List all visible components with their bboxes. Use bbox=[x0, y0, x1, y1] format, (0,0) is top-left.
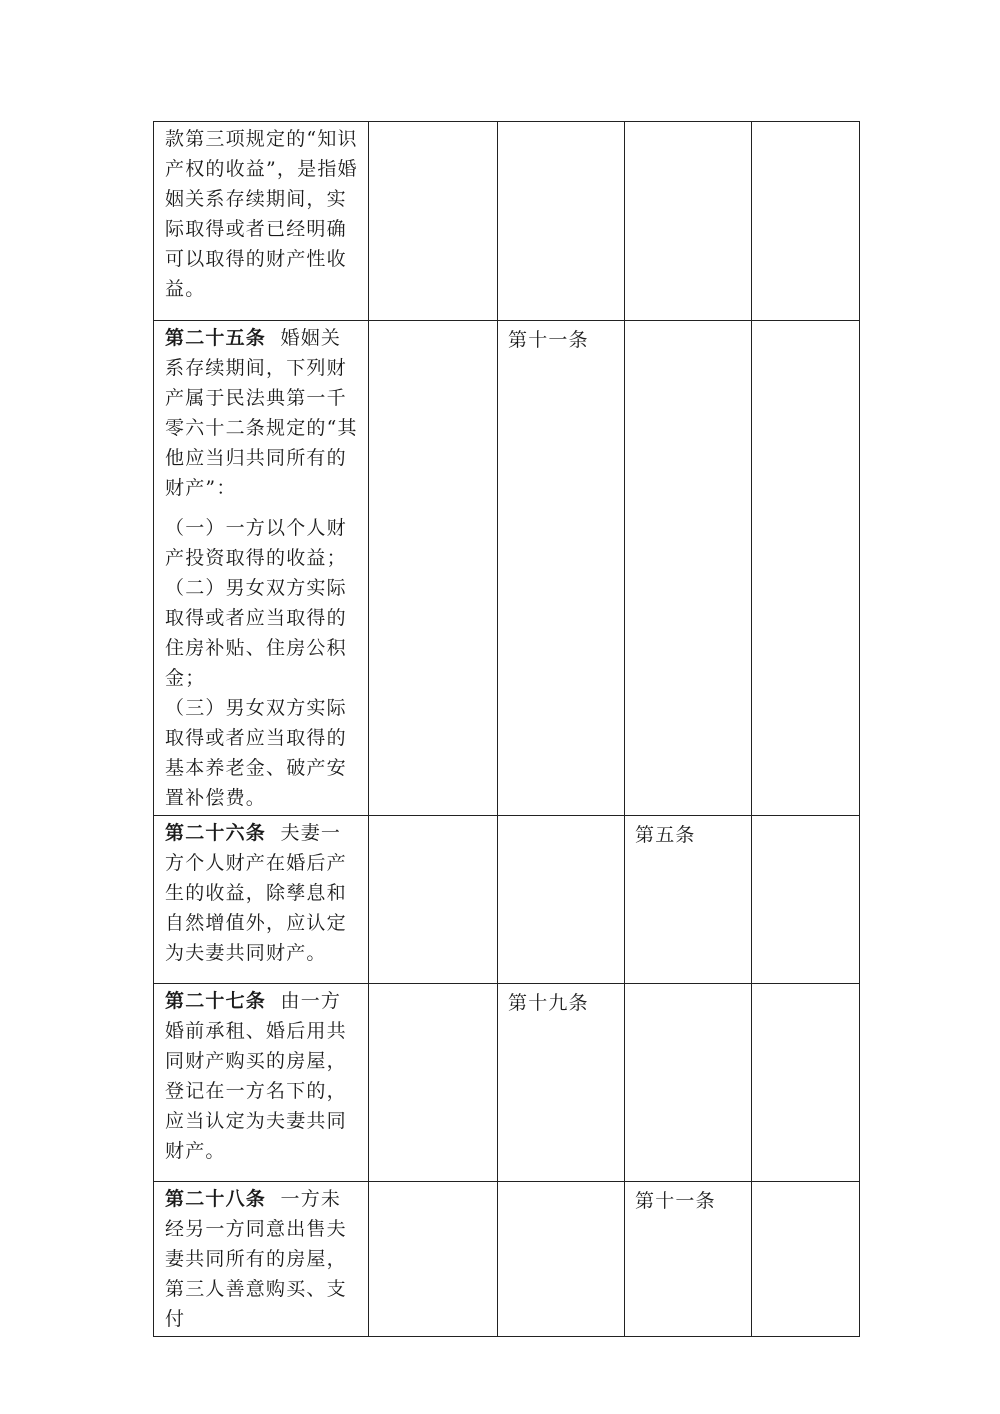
table-cell bbox=[752, 1182, 860, 1337]
article-paragraph bbox=[165, 986, 358, 1166]
table-cell bbox=[498, 1182, 625, 1337]
reference-text bbox=[752, 321, 859, 325]
reference-text bbox=[752, 122, 859, 126]
reference-text bbox=[625, 984, 751, 988]
table-cell bbox=[625, 1182, 752, 1337]
table-cell bbox=[625, 321, 752, 816]
table-cell bbox=[625, 816, 752, 984]
table-cell bbox=[369, 1182, 498, 1337]
reference-text bbox=[369, 122, 497, 126]
table-cell bbox=[752, 321, 860, 816]
reference-text bbox=[498, 816, 624, 820]
article-paragraph bbox=[165, 323, 358, 503]
table-row bbox=[154, 321, 860, 816]
reference-text bbox=[498, 1182, 624, 1186]
reference-text bbox=[752, 984, 859, 988]
table-cell bbox=[154, 816, 369, 984]
reference-text: 第五条 bbox=[635, 824, 696, 846]
table-row bbox=[154, 1182, 860, 1337]
reference-text bbox=[369, 1182, 497, 1186]
reference-text bbox=[369, 984, 497, 988]
table-cell bbox=[369, 816, 498, 984]
reference-text bbox=[498, 122, 624, 126]
table-row bbox=[154, 984, 860, 1182]
table-cell bbox=[498, 984, 625, 1182]
table-cell bbox=[498, 122, 625, 321]
article-number: 第二十七条 bbox=[165, 990, 267, 1012]
article-body: 婚姻关系存续期间，下列财产属于民法典第一千零六十二条规定的“其他应当归共同所有的财产”： bbox=[165, 327, 358, 499]
table-cell bbox=[752, 816, 860, 984]
table-cell bbox=[498, 321, 625, 816]
article-number: 第二十八条 bbox=[165, 1188, 267, 1210]
article-number: 第二十五条 bbox=[165, 327, 267, 349]
table-cell bbox=[369, 321, 498, 816]
article-text bbox=[154, 321, 368, 815]
article-item: （一）一方以个人财产投资取得的收益； bbox=[165, 517, 347, 569]
reference-text: 第十九条 bbox=[508, 992, 589, 1014]
article-paragraph bbox=[165, 1184, 358, 1334]
reference-text bbox=[752, 1182, 859, 1186]
reference-text bbox=[625, 321, 751, 325]
article-body: 一方未经另一方同意出售夫妻共同所有的房屋，第三人善意购买、支付 bbox=[165, 1188, 347, 1330]
article-text bbox=[154, 1182, 368, 1336]
reference-text: 第十一条 bbox=[508, 329, 589, 351]
table-cell bbox=[752, 984, 860, 1182]
reference-text: 第十一条 bbox=[635, 1190, 716, 1212]
table-row bbox=[154, 816, 860, 984]
table-cell bbox=[498, 816, 625, 984]
article-text bbox=[154, 816, 368, 970]
table-cell bbox=[752, 122, 860, 321]
table-cell bbox=[154, 1182, 369, 1337]
table-row bbox=[154, 122, 860, 321]
table-cell bbox=[154, 984, 369, 1182]
table-cell bbox=[154, 122, 369, 321]
table-cell bbox=[154, 321, 369, 816]
article-body: 由一方婚前承租、婚后用共同财产购买的房屋，登记在一方名下的，应当认定为夫妻共同财产。 bbox=[165, 990, 347, 1162]
reference-text bbox=[369, 816, 497, 820]
reference-text bbox=[625, 122, 751, 126]
law-comparison-table bbox=[153, 121, 860, 1337]
article-text bbox=[154, 122, 368, 306]
reference-text bbox=[752, 816, 859, 820]
article-body: 夫妻一方个人财产在婚后产生的收益，除孳息和自然增值外，应认定为夫妻共同财产。 bbox=[165, 822, 347, 964]
article-number: 第二十六条 bbox=[165, 822, 267, 844]
article-paragraph bbox=[165, 818, 358, 968]
table-cell bbox=[369, 122, 498, 321]
article-text bbox=[154, 984, 368, 1168]
article-item: （二）男女双方实际取得或者应当取得的住房补贴、住房公积金； bbox=[165, 577, 347, 689]
table-cell bbox=[625, 122, 752, 321]
reference-text bbox=[369, 321, 497, 325]
article-body: 款第三项规定的“知识产权的收益”，是指婚姻关系存续期间，实际取得或者已经明确可以取得的财产性收益。 bbox=[165, 128, 358, 300]
table-cell bbox=[369, 984, 498, 1182]
table-cell bbox=[625, 984, 752, 1182]
article-item: （三）男女双方实际取得或者应当取得的基本养老金、破产安置补偿费。 bbox=[165, 697, 347, 809]
